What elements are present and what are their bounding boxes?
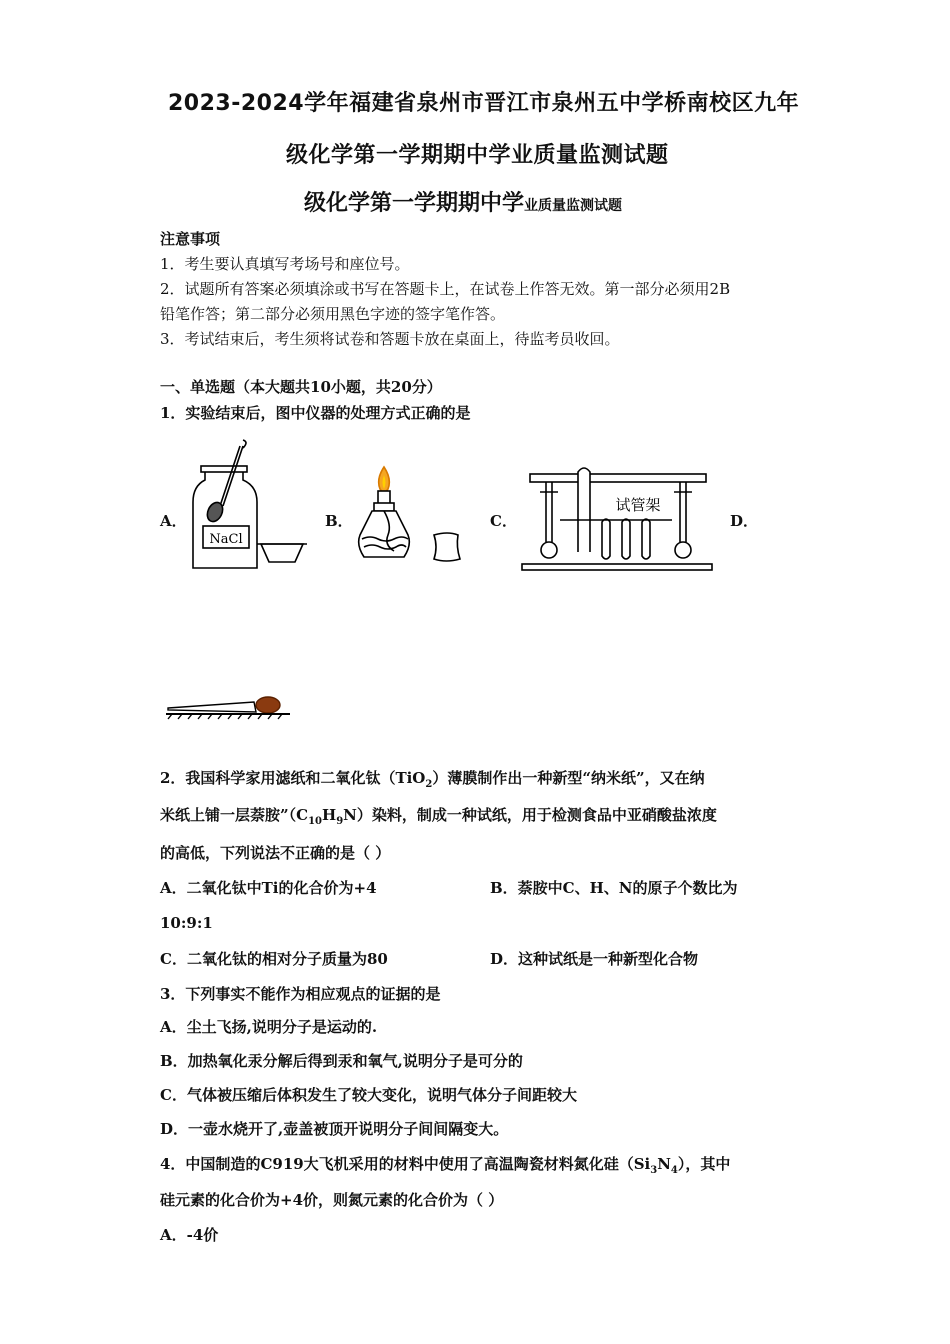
question-2-line-2: 米纸上铺一层萘胺$”(C_{10}H_9N)$染料，制成一种试纸，用于检测食品中亚硝酸盐浓度 <box>160 806 717 827</box>
q1-option-c-label: C． <box>490 512 517 530</box>
notice-item: 2．试题所有答案必须填涂或书写在答题卡上，在试卷上作答无效。第一部分必须用2B <box>160 280 731 298</box>
page-title-line-2: 级化学第一学期期中学业质量监测试题 <box>286 143 669 168</box>
notice-item: 1．考生要认真填写考场号和座位号。 <box>160 255 410 273</box>
q2-option-b-continued: 10:9:1 <box>160 914 213 932</box>
q3-option-d: D．一壶水烧开了,壶盖被顶开说明分子间间隔变大。 <box>160 1120 509 1138</box>
q1-option-b-label: B． <box>325 512 353 530</box>
nacl-label: NaCl <box>209 532 243 547</box>
subtitle-big: 级化学第一学期期中学 <box>304 191 525 216</box>
q2-option-d: D．这种试纸是一种新型化合物 <box>490 950 699 968</box>
question-3-stem: 3．下列事实不能作为相应观点的证据的是 <box>160 985 441 1003</box>
subtitle-small: 业质量监测试题 <box>524 198 623 214</box>
q1-option-d-label: D． <box>730 512 759 530</box>
test-tube-rack-figure <box>520 462 716 572</box>
page-subtitle <box>304 186 622 217</box>
q3-option-a: A．尘土飞扬,说明分子是运动的. <box>160 1018 378 1036</box>
alcohol-lamp-figure <box>348 465 468 575</box>
q3-option-c: C．气体被压缩后体积发生了较大变化，说明气体分子间距较大 <box>160 1086 577 1104</box>
question-4-line-1: 4．中国制造的C919大飞机采用的材料中使用了高温陶瓷材料氮化硅$(Si_3N_4)$，其中 <box>160 1155 731 1176</box>
q4-option-a: A．-4价 <box>160 1226 219 1244</box>
dropper-figure <box>164 690 294 720</box>
notice-item: 3．考试结束后，考生须将试卷和答题卡放在桌面上，待监考员收回。 <box>160 330 620 348</box>
question-1-stem: 1．实验结束后，图中仪器的处理方式正确的是 <box>160 404 471 422</box>
reagent-bottle-figure <box>185 440 315 575</box>
test-tube-rack-label: 试管架 <box>615 496 661 514</box>
notice-heading: 注意事项 <box>160 230 221 248</box>
q2-option-b: B．萘胺中C、H、N的原子个数比为 <box>490 879 738 897</box>
q2-option-c: C．二氧化钛的相对分子质量为80 <box>160 950 388 968</box>
q3-option-b: B．加热氧化汞分解后得到汞和氧气,说明分子是可分的 <box>160 1052 523 1070</box>
question-2-line-1: 2．我国科学家用滤纸和二氧化钛（TiO$_2$）薄膜制作出一种新型“纳米纸”，又在纳 <box>160 769 705 790</box>
question-4-line-2: 硅元素的化合价为+4价，则氮元素的化合价为（ ） <box>160 1191 504 1209</box>
question-2-line-3: 的高低，下列说法不正确的是（ ） <box>160 844 391 862</box>
q2-option-a: A．二氧化钛中Ti的化合价为+4 <box>160 879 377 897</box>
section-heading: 一、单选题（本大题共10小题，共20分） <box>160 378 442 396</box>
q1-option-a-label: A． <box>160 512 187 530</box>
notice-item: 铅笔作答；第二部分必须用黑色字迹的签字笔作答。 <box>160 305 506 323</box>
page-title-line-1: 2023-2024学年福建省泉州市晋江市泉州五中学桥南校区九年 <box>168 91 800 116</box>
